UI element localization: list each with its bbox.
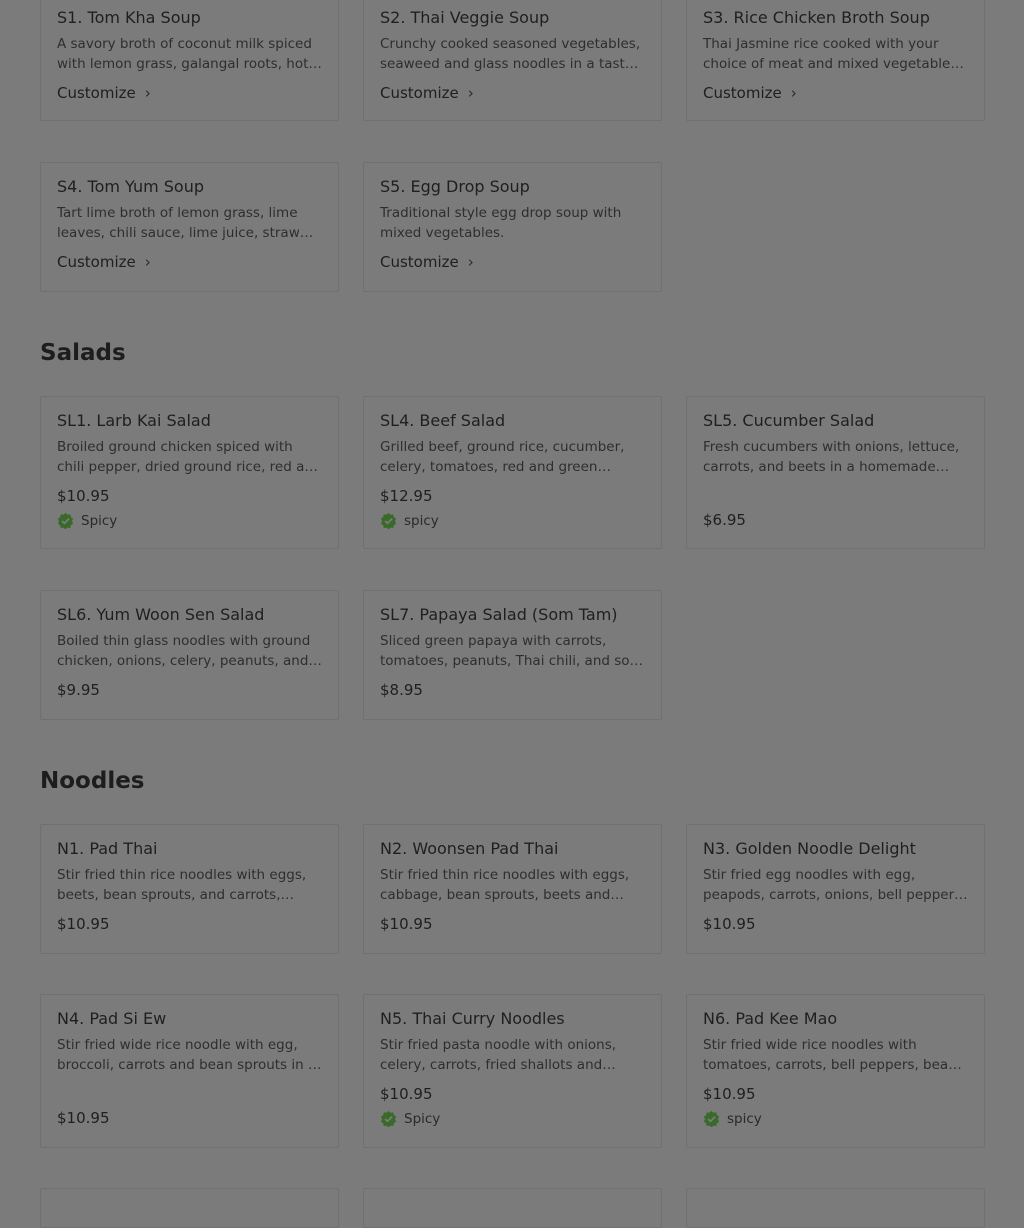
customize-button[interactable]	[703, 83, 797, 103]
tag-label: spicy	[727, 1110, 762, 1127]
menu-item-card-s4[interactable]	[40, 162, 339, 292]
item-description: Boiled thin glass noodles with ground chicken, onions, celery, peanuts, and	[57, 633, 311, 669]
item-description: Stir fried thin rice noodles with eggs, cabbage, bean sprouts, beets and	[380, 867, 630, 903]
soups-grid	[40, 0, 984, 121]
item-description: Traditional style egg drop soup with mixed vegetables.	[380, 205, 622, 241]
item-price: $10.95	[57, 1109, 110, 1127]
item-price: $9.95	[57, 681, 100, 699]
verified-check-icon	[380, 1110, 397, 1127]
item-title: SL5. Cucumber Salad	[703, 411, 875, 430]
customize-button[interactable]	[380, 252, 474, 272]
salads-grid	[40, 396, 984, 549]
item-title: S5. Egg Drop Soup	[380, 177, 530, 196]
item-title: N5. Thai Curry Noodles	[380, 1009, 565, 1028]
customize-button[interactable]	[57, 83, 151, 103]
item-price: $10.95	[380, 1085, 433, 1103]
item-description: Crunchy cooked seasoned vegetables, seaweed and glass noodles in a tasty	[380, 36, 641, 72]
spicy-tag	[703, 1110, 968, 1127]
item-title: N2. Woonsen Pad Thai	[380, 839, 559, 858]
item-title: SL6. Yum Woon Sen Salad	[57, 605, 265, 624]
tag-label: spicy	[404, 512, 439, 529]
salads-grid-row2	[40, 590, 984, 720]
soups-grid-row2	[40, 162, 984, 292]
item-price: $8.95	[380, 681, 423, 699]
menu-item-card-n3[interactable]	[686, 824, 985, 954]
item-price: $10.95	[380, 915, 433, 933]
customize-label: Customize	[703, 84, 782, 102]
item-title: S1. Tom Kha Soup	[57, 8, 201, 27]
customize-label: Customize	[57, 253, 136, 271]
verified-check-icon	[57, 512, 74, 529]
chevron-right-icon: ›	[467, 84, 474, 102]
noodles-grid-row3	[40, 1188, 984, 1228]
item-title: SL7. Papaya Salad (Som Tam)	[380, 605, 618, 624]
item-title: S4. Tom Yum Soup	[57, 177, 205, 196]
menu-item-card[interactable]	[363, 1188, 662, 1228]
item-description: Grilled beef, ground rice, cucumber, celery, tomatoes, red and green	[380, 439, 625, 475]
item-description: Tart lime broth of lemon grass, lime leaves, chili sauce, lime juice, straw	[57, 205, 300, 241]
menu-item-card-sl1[interactable]	[40, 396, 339, 549]
item-description: Thai Jasmine rice cooked with your choice of meat and mixed vegetables	[703, 36, 958, 72]
item-title: S2. Thai Veggie Soup	[380, 8, 550, 27]
menu-item-card-s5[interactable]	[363, 162, 662, 292]
noodles-grid-row2	[40, 994, 984, 1148]
menu-item-card-sl5[interactable]	[686, 396, 985, 549]
menu-item-card[interactable]	[686, 1188, 985, 1228]
item-description: A savory broth of coconut milk spiced with lemon grass, galangal roots, hot	[57, 36, 312, 72]
spicy-tag	[57, 512, 322, 529]
verified-check-icon	[380, 512, 397, 529]
menu-item-card-n4[interactable]	[40, 994, 339, 1148]
item-description: Fresh cucumbers with onions, lettuce, carrots, and beets in a homemade	[703, 439, 960, 475]
verified-check-icon	[703, 1110, 720, 1127]
customize-label: Customize	[57, 84, 136, 102]
chevron-right-icon: ›	[467, 253, 474, 271]
item-price: $10.95	[57, 487, 110, 505]
customize-label: Customize	[380, 84, 459, 102]
item-title: S3. Rice Chicken Broth Soup	[703, 8, 930, 27]
menu-item-card-s3[interactable]	[686, 0, 985, 121]
item-price: $10.95	[703, 915, 756, 933]
item-description: Broiled ground chicken spiced with chili pepper, dried ground rice, red and	[57, 439, 322, 475]
customize-button[interactable]	[57, 252, 151, 272]
noodles-grid	[40, 824, 984, 954]
menu-item-card-s2[interactable]	[363, 0, 662, 121]
section-heading-noodles: Noodles	[40, 768, 145, 794]
spicy-tag	[380, 512, 645, 529]
item-description: Sliced green papaya with carrots, tomatoes, peanuts, Thai chili, and sour	[380, 633, 644, 669]
chevron-right-icon: ›	[144, 253, 151, 271]
item-description: Stir fried egg noodles with egg, peapods, carrots, onions, bell peppers	[703, 867, 962, 903]
item-description: Stir fried wide rice noodles with tomatoes, carrots, bell peppers, bean	[703, 1037, 957, 1073]
item-title: N6. Pad Kee Mao	[703, 1009, 838, 1028]
menu-item-card-n5[interactable]	[363, 994, 662, 1148]
item-price: $10.95	[703, 1085, 756, 1103]
item-price: $6.95	[703, 511, 746, 529]
item-title: N3. Golden Noodle Delight	[703, 839, 916, 858]
tag-label: Spicy	[404, 1110, 441, 1127]
menu-item-card-n1[interactable]	[40, 824, 339, 954]
tag-label: Spicy	[81, 512, 118, 529]
menu-item-card-n6[interactable]	[686, 994, 985, 1148]
menu-item-card[interactable]	[40, 1188, 339, 1228]
item-title: N4. Pad Si Ew	[57, 1009, 167, 1028]
customize-label: Customize	[380, 253, 459, 271]
customize-button[interactable]	[380, 83, 474, 103]
menu-item-card-sl7[interactable]	[363, 590, 662, 720]
item-title: SL1. Larb Kai Salad	[57, 411, 211, 430]
item-price: $10.95	[57, 915, 110, 933]
menu-item-card-sl6[interactable]	[40, 590, 339, 720]
menu-item-card-sl4[interactable]	[363, 396, 662, 549]
chevron-right-icon: ›	[790, 84, 797, 102]
item-title: SL4. Beef Salad	[380, 411, 506, 430]
item-description: Stir fried thin rice noodles with eggs, beets, bean sprouts, and carrots,	[57, 867, 307, 903]
item-title: N1. Pad Thai	[57, 839, 158, 858]
menu-item-card-s1[interactable]	[40, 0, 339, 121]
item-description: Stir fried pasta noodle with onions, celery, carrots, fried shallots and	[380, 1037, 617, 1073]
item-description: Stir fried wide rice noodle with egg, broccoli, carrots and bean sprouts in a	[57, 1037, 317, 1073]
section-heading-salads: Salads	[40, 340, 126, 366]
menu-item-card-n2[interactable]	[363, 824, 662, 954]
spicy-tag	[380, 1110, 645, 1127]
chevron-right-icon: ›	[144, 84, 151, 102]
item-price: $12.95	[380, 487, 433, 505]
